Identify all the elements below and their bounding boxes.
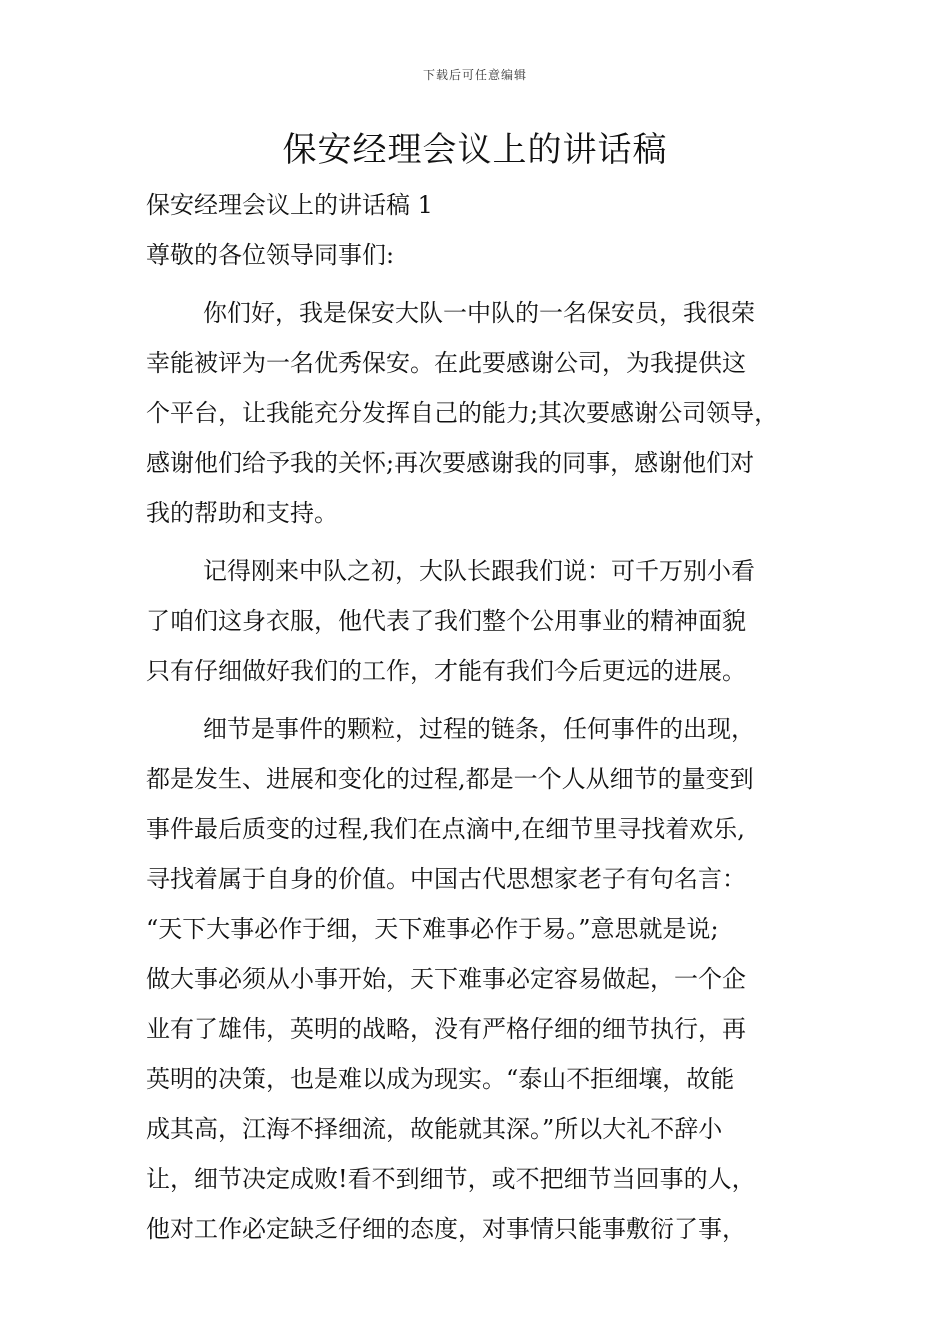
paragraph-2-line-3: 只有仔细做好我们的工作，才能有我们今后更远的进展。 (146, 657, 746, 685)
paragraph-3-line-11: 他对工作必定缺乏仔细的态度，对事情只能事敷衍了事， (146, 1215, 746, 1243)
header-note: 下载后可任意编辑 (422, 68, 527, 82)
paragraph-3-line-2: 都是发生、进展和变化的过程,都是一个人从细节的量变到 (146, 765, 754, 793)
paragraph-3-line-10: 让，细节决定成败!看不到细节，或不把细节当回事的人， (146, 1165, 756, 1193)
document-title: 保安经理会议上的讲话稿 (282, 130, 668, 170)
paragraph-2-line-1: 记得刚来中队之初，大队长跟我们说：可千万别小看 (203, 557, 755, 585)
paragraph-1-line-2: 幸能被评为一名优秀保安。在此要感谢公司，为我提供这 (146, 349, 746, 377)
paragraph-1-line-1: 你们好，我是保安大队一中队的一名保安员，我很荣 (203, 299, 755, 327)
salutation-line: 尊敬的各位领导同事们: (146, 241, 395, 269)
paragraph-3-line-7: 业有了雄伟，英明的战略，没有严格仔细的细节执行，再 (146, 1015, 746, 1043)
paragraph-3-line-3: 事件最后质变的过程,我们在点滴中,在细节里寻找着欢乐, (146, 815, 745, 843)
paragraph-2-line-2: 了咱们这身衣服，他代表了我们整个公用事业的精神面貌 (146, 607, 746, 635)
paragraph-1-line-3: 个平台，让我能充分发挥自己的能力;其次要感谢公司领导， (146, 399, 779, 427)
paragraph-3-line-9: 成其高，江海不择细流，故能就其深。”所以大礼不辞小 (146, 1115, 723, 1143)
subtitle-line: 保安经理会议上的讲话稿 1 (146, 191, 433, 219)
paragraph-1-line-4: 感谢他们给予我的关怀;再次要感谢我的同事，感谢他们对 (146, 449, 755, 477)
paragraph-3-line-1: 细节是事件的颗粒，过程的链条，任何事件的出现， (203, 715, 755, 743)
paragraph-1-line-5: 我的帮助和支持。 (146, 499, 338, 527)
paragraph-3-line-8: 英明的决策，也是难以成为现实。“泰山不拒细壤，故能 (146, 1065, 735, 1093)
paragraph-3-line-6: 做大事必须从小事开始，天下难事必定容易做起，一个企 (146, 965, 746, 993)
paragraph-3-line-4: 寻找着属于自身的价值。中国古代思想家老子有句名言： (146, 865, 746, 893)
document-body (146, 180, 836, 1254)
paragraph-3-line-5: “天下大事必作于细，天下难事必作于易。”意思就是说; (146, 915, 719, 943)
